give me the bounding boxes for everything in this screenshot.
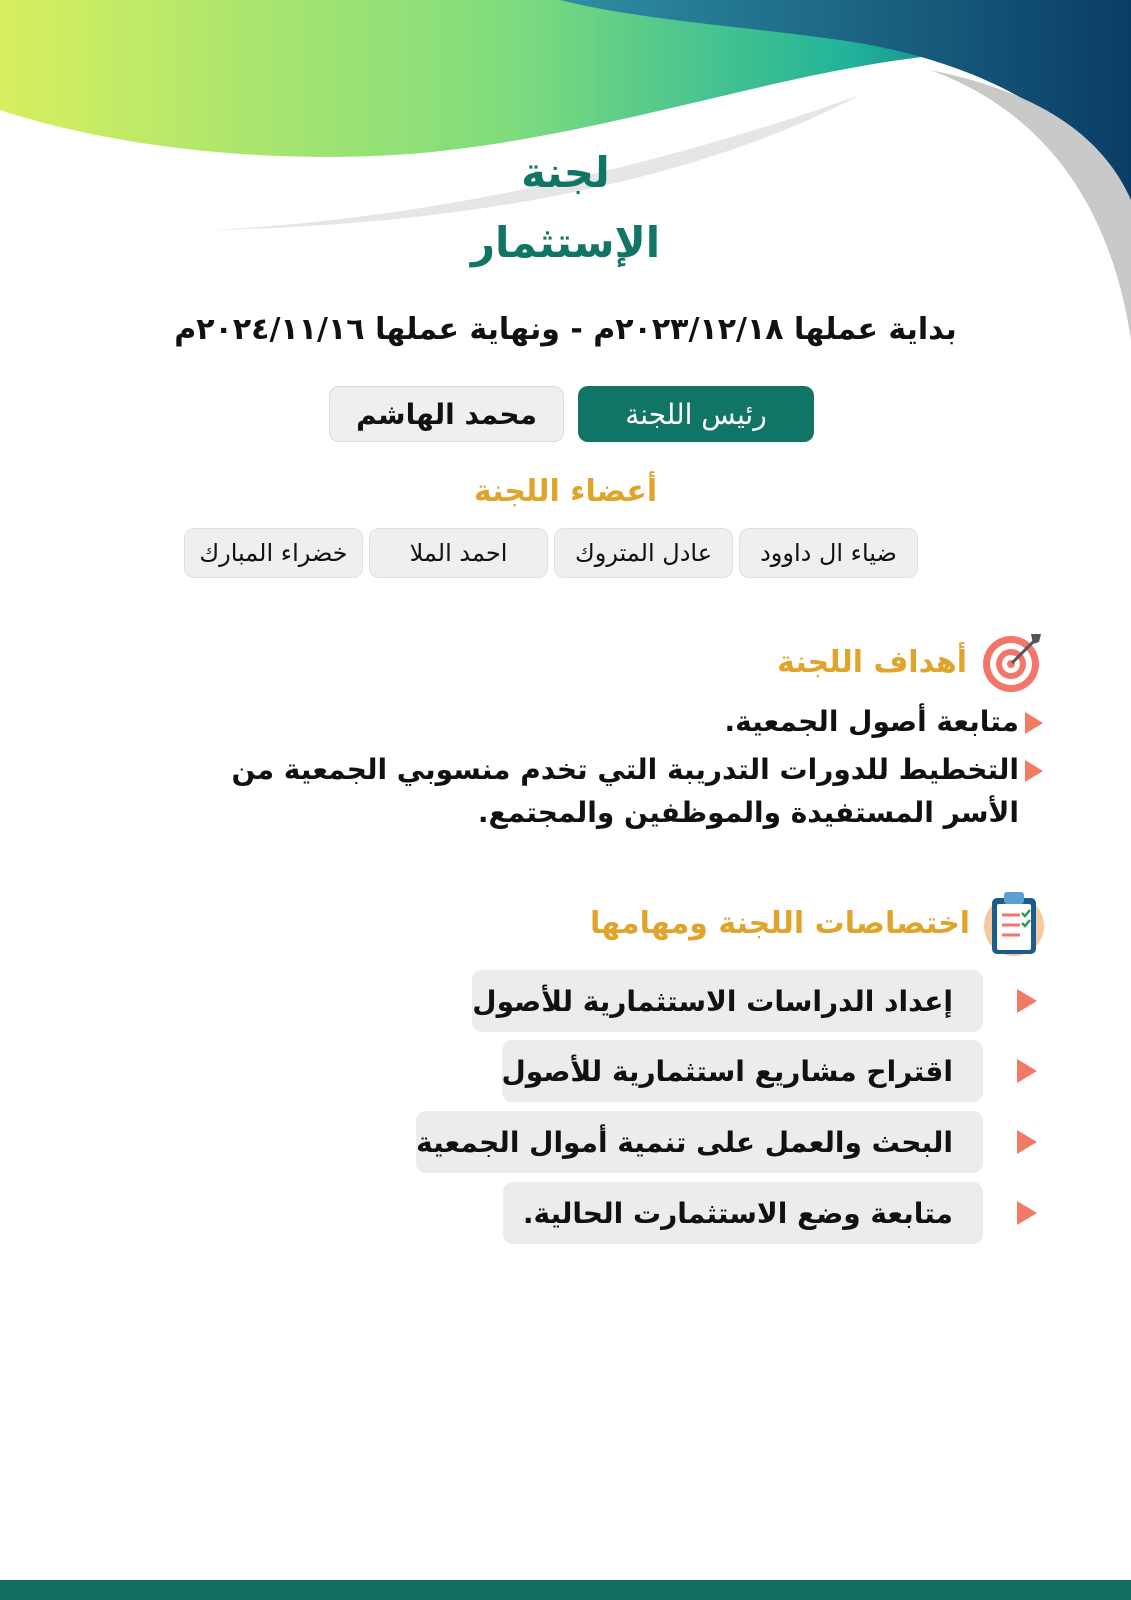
- term-dates: بداية عملها ٢٠٢٣/١٢/١٨م - ونهاية عملها ٢٠٢٤/١١/١٦م: [174, 312, 957, 347]
- members-list: [184, 528, 918, 578]
- goal-item: [725, 700, 1044, 743]
- member-chip: احمد الملا: [369, 528, 548, 578]
- bullet-arrow-icon: [1025, 760, 1043, 782]
- footer-bar: [0, 1580, 1131, 1600]
- members-heading: أعضاء اللجنة: [473, 474, 658, 509]
- chair-label-badge: رئيس اللجنة: [578, 386, 814, 442]
- bullet-arrow-icon: [1017, 1059, 1037, 1083]
- bullet-arrow-icon: [1017, 1130, 1037, 1154]
- task-item: [472, 970, 1039, 1032]
- tasks-section-header: [590, 888, 1046, 958]
- goals-section-header: [777, 630, 1043, 694]
- task-text: متابعة وضع الاستثمارت الحالية.: [503, 1182, 983, 1244]
- page-title-line1: لجنة: [521, 148, 610, 197]
- clipboard-icon: [982, 888, 1046, 958]
- bullet-arrow-icon: [1017, 989, 1037, 1013]
- task-text: إعداد الدراسات الاستثمارية للأصول: [472, 970, 983, 1032]
- goal-text: التخطيط للدورات التدريبة التي تخدم منسوبي الجمعية من الأسر المستفيدة والموظفين والمجتمع.: [231, 753, 1019, 830]
- goal-item: [163, 748, 1043, 835]
- task-text: اقتراح مشاريع استثمارية للأصول: [502, 1040, 983, 1102]
- member-chip: ضياء ال داوود: [739, 528, 918, 578]
- goal-text: متابعة أصول الجمعية.: [724, 705, 1019, 738]
- task-item: [503, 1182, 1039, 1244]
- task-item: [416, 1111, 1039, 1173]
- page-title-line2: الإستثمار: [470, 218, 661, 267]
- target-icon: [979, 630, 1043, 694]
- task-item: [503, 1040, 1039, 1102]
- goals-heading: أهداف اللجنة: [777, 644, 967, 680]
- member-chip: خضراء المبارك: [184, 528, 363, 578]
- bullet-arrow-icon: [1025, 712, 1043, 734]
- chair-name-chip: محمد الهاشم: [329, 386, 564, 442]
- bullet-arrow-icon: [1017, 1201, 1037, 1225]
- member-chip: عادل المتروك: [554, 528, 733, 578]
- task-text: البحث والعمل على تنمية أموال الجمعية: [416, 1111, 983, 1173]
- tasks-heading: اختصاصات اللجنة ومهامها: [589, 905, 970, 941]
